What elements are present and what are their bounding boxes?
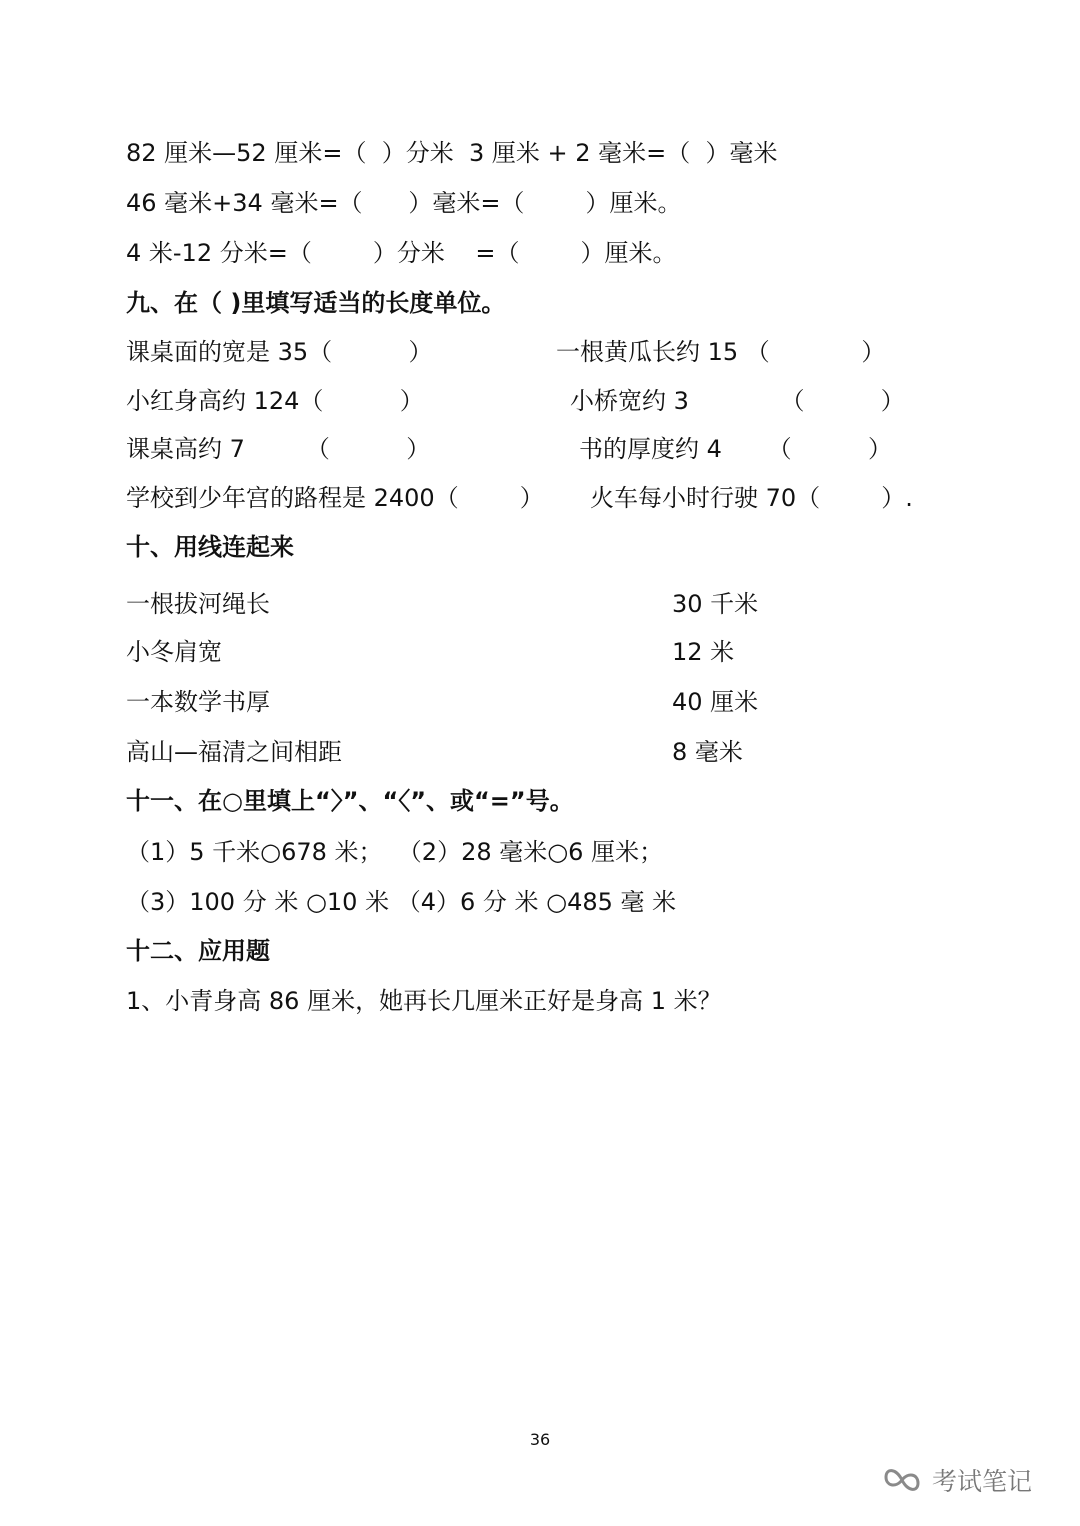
section-10-heading: 十、用线连起来 [126, 533, 294, 561]
watermark-text: 考试笔记 [932, 1467, 1033, 1496]
unit-question-right: 书的厚度约 4 （ ） [579, 435, 892, 463]
match-right-item: 8 毫米 [672, 738, 743, 766]
compare-line-1: （1）5 千米○678 米； （2）28 毫米○6 厘米； [126, 838, 664, 866]
match-left-item: 小冬肩宽 [126, 638, 222, 666]
unit-question-left: 课桌高约 7 （ ） [126, 435, 431, 463]
match-left-item: 高山—福清之间相距 [126, 738, 342, 766]
unit-question-right: 火车每小时行驶 70（ ）. [590, 484, 913, 512]
section-12-heading: 十二、应用题 [126, 937, 270, 965]
match-left-item: 一本数学书厚 [126, 688, 270, 716]
unit-question-right: 一根黄瓜长约 15 （ ） [556, 338, 886, 366]
conversion-line-3: 4 米-12 分米=（ ）分米 =（ ）厘米。 [126, 239, 677, 267]
section-9-heading: 九、在（ )里填写适当的长度单位。 [126, 289, 506, 317]
match-left-item: 一根拔河绳长 [126, 590, 270, 618]
unit-question-left: 小红身高约 124（ ） [126, 387, 424, 415]
match-right-item: 30 千米 [672, 590, 759, 618]
word-problem-1: 1、小青身高 86 厘米，她再长几厘米正好是身高 1 米？ [126, 987, 722, 1015]
match-right-item: 40 厘米 [672, 688, 759, 716]
unit-question-right: 小桥宽约 3 （ ） [570, 387, 905, 415]
conversion-line-1: 82 厘米—52 厘米=（ ）分米 3 厘米 + 2 毫米=（ ）毫米 [126, 139, 778, 167]
section-11-heading: 十一、在○里填上“〉”、“〈”、或“=”号。 [126, 787, 574, 815]
conversion-line-2: 46 毫米+34 毫米=（ ）毫米=（ ）厘米。 [126, 189, 682, 217]
page-number: 36 [529, 1430, 551, 1449]
wechat-channel-icon [880, 1463, 924, 1497]
compare-line-2: （3）100 分 米 ○10 米 （4）6 分 米 ○485 毫 米 [126, 888, 677, 916]
match-right-item: 12 米 [672, 638, 735, 666]
unit-question-left: 学校到少年宫的路程是 2400（ ） [126, 484, 544, 512]
unit-question-left: 课桌面的宽是 35（ ） [126, 338, 433, 366]
watermark [880, 1460, 1032, 1500]
